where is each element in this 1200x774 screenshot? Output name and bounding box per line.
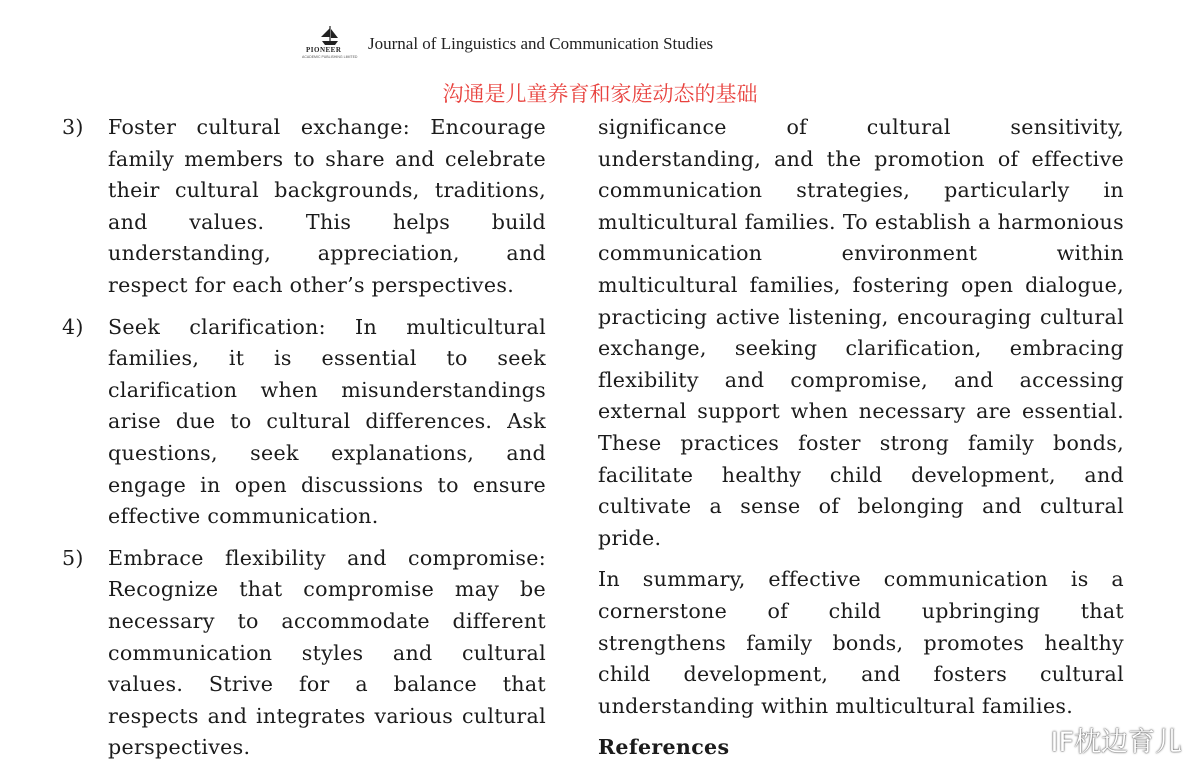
right-column [598,112,1124,764]
list-item-text: Seek clarification: In multicultural families, it is essential to seek clarification when misunderstandings arise due to cultural differences. Ask questions, seek explanations, and engage in open discussions to ensure effective communication. [108,314,546,529]
summary-paragraph: In summary, effective communication is a cornerstone of child upbringing that strengthens family bonds, promotes healthy child development, and fosters cultural understanding within multicultural families. [598,567,1124,718]
list-item-text: Embrace flexibility and compromise: Recognize that compromise may be necessary to accommodate different communication styles and cultural values. Strive for a balance that respects and integrates various cultural perspectives. [108,545,546,760]
logo-subtitle: ACADEMIC PUBLISHING LIMITED [302,55,358,59]
watermark: IF枕边育儿 [1050,727,1182,758]
journal-header [300,24,900,64]
list-item-number: 4) [62,314,84,339]
references-heading: References [598,735,730,760]
list-item [62,543,546,764]
journal-title: Journal of Linguistics and Communication Studies [368,34,714,53]
logo-name: PIONEER [306,46,342,54]
list-item [62,112,546,302]
left-column [62,112,546,774]
overlay-title: 沟通是儿童养育和家庭动态的基础 [442,82,758,106]
list-item-number: 5) [62,545,84,570]
ship-icon [300,24,360,48]
body-paragraph: significance of cultural sensitivity, understanding, and the promotion of effective communication strategies, particularly in multicultural families. To establish a harmonious communication environment within multicultural families, fostering open dialogue, practicing active listening, encouraging cultural exchange, seeking clarification, embracing flexibility and compromise, and accessing external support when necessary are essential. These practices foster strong family bonds, facilitate healthy child development, and cultivate a sense of belonging and cultural pride. [598,115,1124,550]
list-item [62,312,546,533]
list-item-number: 3) [62,115,84,139]
list-item-text: Foster cultural exchange: Encourage family members to share and celebrate their cultural backgrounds, traditions, and values. This helps build understanding, appreciation, and respect for each other’s perspectives. [108,115,546,297]
publisher-logo [300,24,360,62]
